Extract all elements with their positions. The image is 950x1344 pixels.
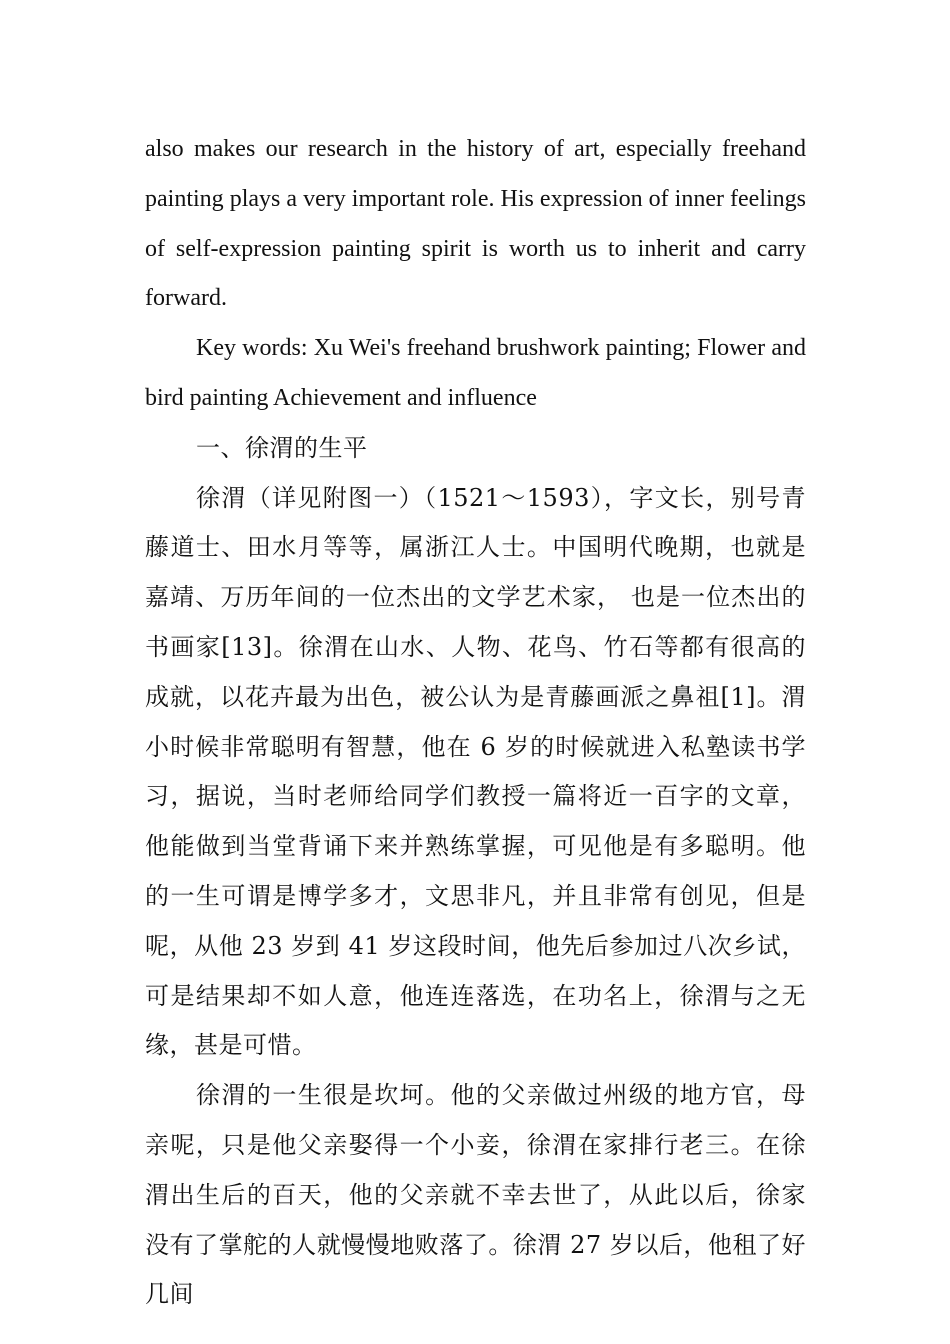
biography-paragraph-1: 徐渭（详见附图一）（1521～1593），字文长，别号青藤道士、田水月等等，属浙江人士。中国明代晚期，也就是嘉靖、万历年间的一位杰出的文学艺术家， 也是一位杰出的书画家[13]。徐渭在山水、人物、花鸟、竹石等都有很高的成就，以花卉最为出色，被公认为是青藤画派之鼻祖[1]。渭小时候非常聪明有智慧，他在 6 岁的时候就进入私塾读书学习，据说，当时老师给同学们教授一篇将近一百字的文章，他能做到当堂背诵下来并熟练掌握，可见他是有多聪明。他的一生可谓是博学多才，文思非凡，并且非常有创见，但是呢，从他 23 岁到 41 岁这段时间，他先后参加过八次乡试，可是结果却不如人意，他连连落选，在功名上，徐渭与之无缘，甚是可惜。: [145, 483, 806, 1060]
key-words-paragraph: Key words: Xu Wei's freehand brushwork painting; Flower and bird painting Achievement and influence: [145, 335, 806, 411]
section-heading: 一、徐渭的生平: [196, 433, 368, 462]
biography-paragraph-2: 徐渭的一生很是坎坷。他的父亲做过州级的地方官，母亲呢，只是他父亲娶得一个小妾，徐渭在家排行老三。在徐渭出生后的百天，他的父亲就不幸去世了，从此以后，徐家没有了掌舵的人就慢慢地败落了。徐渭 27 岁以后，他租了好几间: [145, 1081, 806, 1309]
abstract-paragraph: also makes our research in the history of art, especially freehand painting plays a very important role. His expression of inner feelings of self-expression painting spirit is worth us to inherit and carry forward.: [145, 136, 806, 312]
document-page: [145, 125, 806, 1320]
